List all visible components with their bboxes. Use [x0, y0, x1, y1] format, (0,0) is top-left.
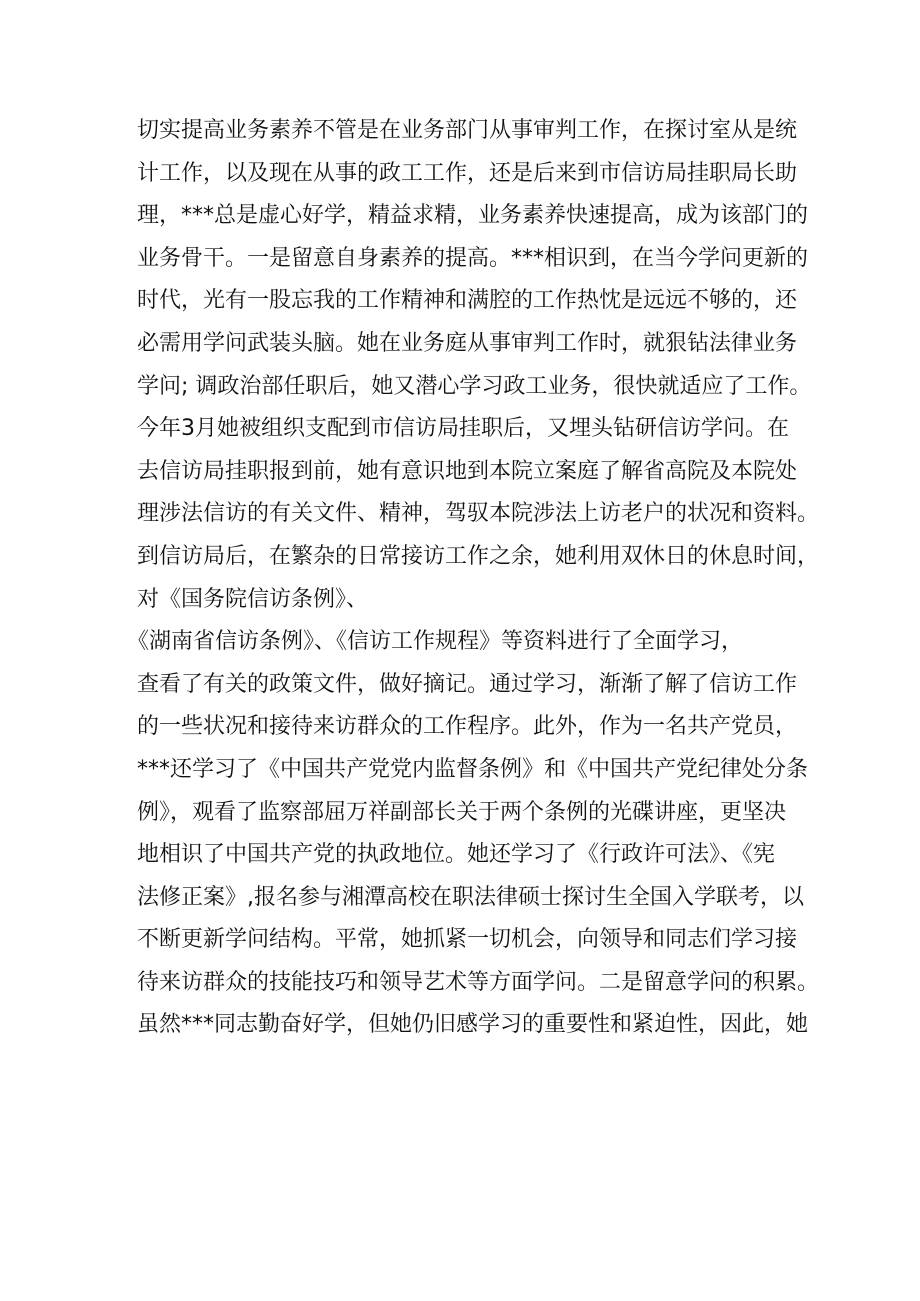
text-line: 切实提高业务素养不管是在业务部门从事审判工作，在探讨室从是统: [137, 118, 798, 143]
text-line: 时代，光有一股忘我的工作精神和满腔的工作热忱是远远不够的，还: [137, 288, 798, 314]
text-line: 去信访局挂职报到前，她有意识地到本院立案庭了解省高院及本院处: [137, 458, 798, 484]
text-line: 今年3月她被组织支配到市信访局挂职后，又埋头钻研信访学问。在: [137, 416, 789, 442]
text-line: 计工作，以及现在从事的政工工作，还是后来到市信访局挂职局长助: [137, 160, 798, 186]
text-line: 地相识了中国共产党的执政地位。她还学习了《行政许可法》、《宪: [137, 842, 776, 868]
text-line: 的一些状况和接待来访群众的工作程序。此外，作为一名共产党员，: [137, 714, 798, 740]
text-line: 理，***总是虚心好学，精益求精，业务素养快速提高，成为该部门的: [137, 203, 809, 229]
text-line: 法修正案》,报名参与湘潭高校在职法律硕士探讨生全国入学联考，以: [137, 884, 804, 910]
text-line: 例》，观看了监察部屈万祥副部长关于两个条例的光碟讲座，更坚决: [137, 799, 787, 825]
text-line: 查看了有关的政策文件，做好摘记。通过学习，渐渐了解了信访工作: [137, 671, 798, 697]
text-line: 必需用学问武装头脑。她在业务庭从事审判工作时，就狠钻法律业务: [137, 330, 798, 356]
text-line: 《湖南省信访条例》、《信访工作规程》等资料进行了全面学习，: [127, 629, 744, 655]
text-line: ***还学习了《中国共产党党内监督条例》和《中国共产党纪律处分条: [137, 756, 809, 782]
text-line: 对《国务院信访条例》、: [137, 586, 369, 612]
text-line: 虽然***同志勤奋好学，但她仍旧感学习的重要性和紧迫性，因此，她: [137, 1012, 809, 1038]
text-line: 学问; 调政治部任职后，她又潜心学习政工业务，很快就适应了工作。: [137, 373, 812, 399]
text-line: 待来访群众的技能技巧和领导艺术等方面学问。二是留意学问的积累。: [137, 969, 820, 995]
text-line: 到信访局后，在繁杂的日常接访工作之余，她利用双休日的休息时间，: [137, 543, 820, 569]
text-line: 不断更新学问结构。平常，她抓紧一切机会，向领导和同志们学习接: [137, 927, 798, 953]
body-text: [127, 110, 820, 1047]
text-line: 业务骨干。一是留意自身素养的提高。***相识到，在当今学问更新的: [137, 245, 809, 271]
text-line: 理涉法信访的有关文件、精神，驾驭本院涉法上访老户的状况和资料。: [137, 501, 820, 527]
